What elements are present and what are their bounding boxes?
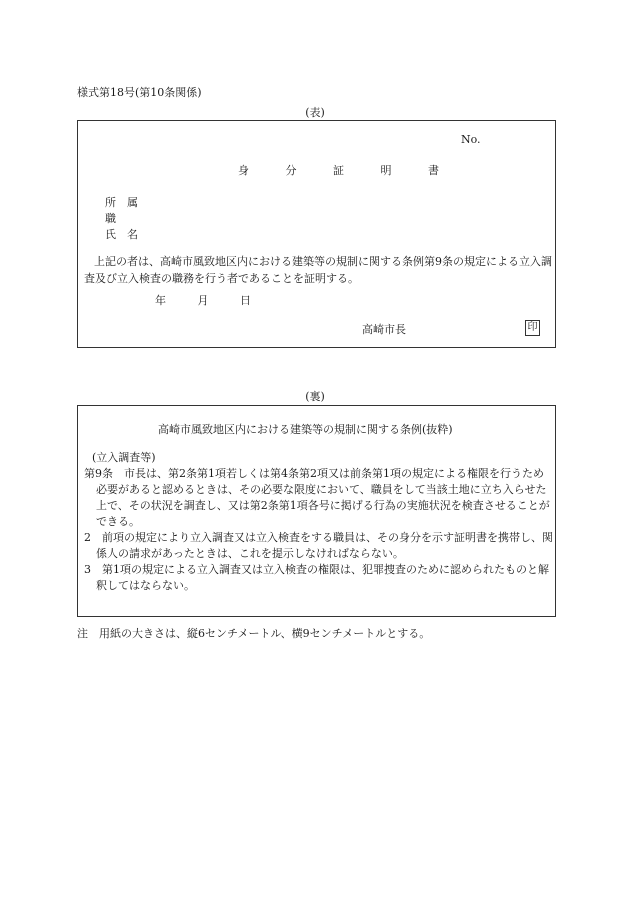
- back-side-label: (裏): [305, 390, 325, 403]
- front-side-label: (表): [305, 106, 325, 119]
- article-paragraph: 3 第1項の規定による立入調査又は立入検査の権限は、犯罪捜査のために認められたものと解釈してはならない。: [84, 563, 549, 592]
- title-char: 明: [380, 164, 392, 177]
- document-title: [238, 162, 439, 178]
- title-char: 身: [238, 164, 249, 177]
- front-card: [77, 120, 556, 348]
- affiliation-label: 所 属: [105, 196, 138, 209]
- title-char: 分: [285, 164, 297, 177]
- date-line: [155, 292, 279, 308]
- title-char: 書: [428, 164, 439, 177]
- ordinance-excerpt: [84, 450, 554, 594]
- year-unit: 年: [155, 294, 166, 307]
- certification-text: 上記の者は、高崎市風致地区内における建築等の規制に関する条例第9条の規定による立入調査及び立入検査の職務を行う者であることを証明する。: [84, 255, 552, 285]
- form-number: 様式第18号(第10条関係): [77, 86, 202, 99]
- name-label: 氏 名: [105, 228, 138, 241]
- day-unit: 日: [240, 294, 251, 307]
- seal-mark: 印: [525, 320, 540, 336]
- size-note: 注 用紙の大きさは、縦6センチメートル、横9センチメートルとする。: [77, 627, 431, 640]
- ordinance-title: 高崎市風致地区内における建築等の規制に関する条例(抜粋): [158, 423, 453, 436]
- number-label: No.: [461, 133, 481, 146]
- month-unit: 月: [197, 294, 209, 307]
- issuer-name: 高崎市長: [362, 323, 406, 336]
- back-card: [77, 405, 556, 617]
- title-char: 証: [333, 164, 344, 177]
- article-paragraph: 第9条 市長は、第2条第1項若しくは第4条第2項又は前条第1項の規定による権限を行うため必要があると認めるときは、その必要な限度において、職員をして当該土地に立ち入らせた上で、その状況を調査し、又は第2条第1項各号に掲げる行為の実施状況を検査させることができる。: [84, 467, 550, 528]
- article-paragraph: 2 前項の規定により立入調査又は立入検査をする職員は、その身分を示す証明書を携帯し、関係人の請求があったときは、これを提示しなければならない。: [84, 531, 553, 560]
- post-label: 職: [105, 212, 116, 225]
- section-heading: (立入調査等): [92, 451, 156, 464]
